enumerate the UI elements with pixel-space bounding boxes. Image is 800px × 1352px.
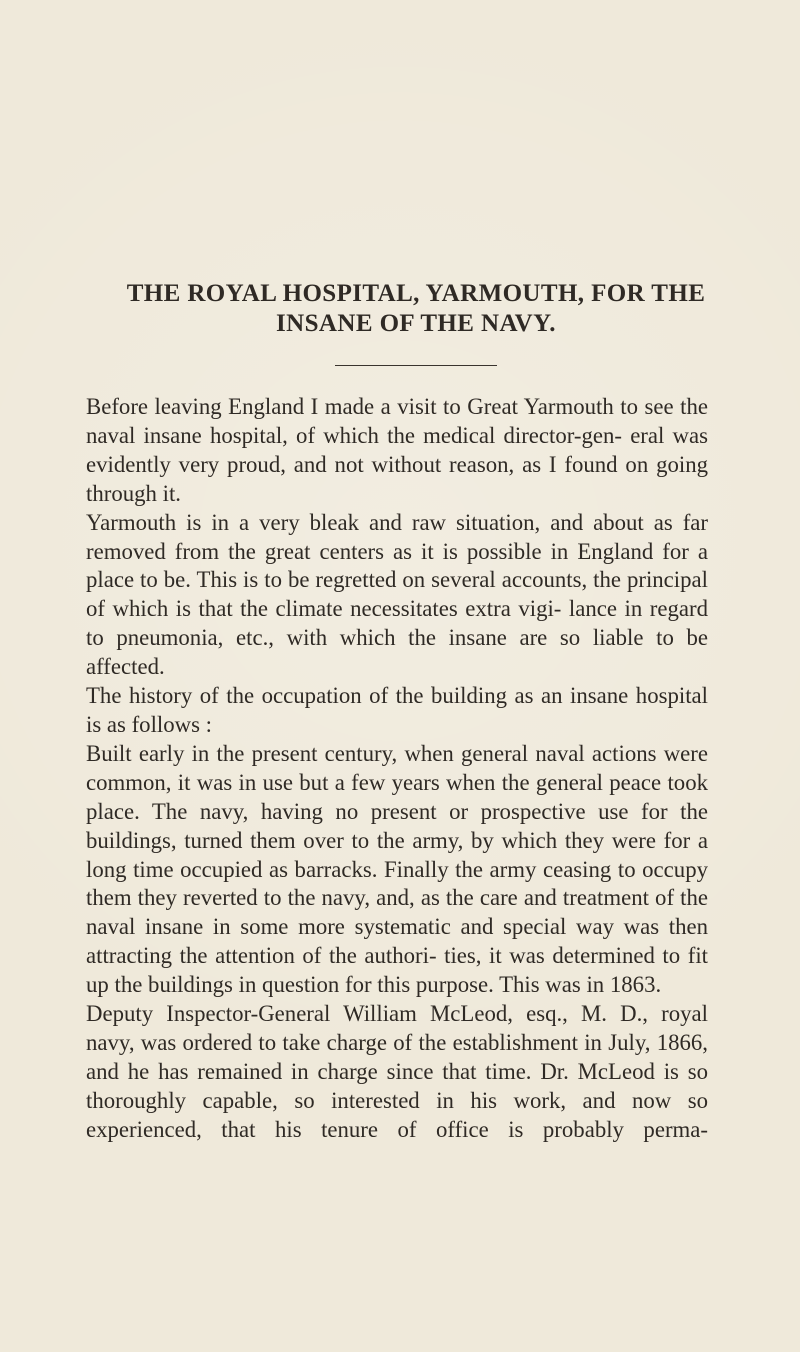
paragraph-1: Before leaving England I made a visit to Great Yarmouth to see the naval insane hospital, of which the medical director-gen- eral was evidently very proud, and not without reason, as I found on going through it. xyxy=(86,394,708,506)
paragraph-4: Built early in the present century, when general naval actions were common, it was in use but a few years when the general peace took place. The navy, having no present or prospective use for the buildings, turned them over to the army, by which they were for a long time occupied as barracks. Finally the army ceasing to occupy them they reverted to the navy, and, as the care and treatment of the naval insane in some more systematic and special way was then attracting the attention of the authori- ties, it was determined to fit up the buildings in question for this purpose. This was in 1863. xyxy=(86,740,708,998)
paragraph-3: The history of the occupation of the building as an insane hospital is as follows : xyxy=(86,683,708,737)
paragraph-5: Deputy Inspector-General William McLeod, esq., M. D., royal navy, was ordered to take charge of the establishment in July, 1866, and he has remained in charge since that time. Dr. McLeod is so thoroughly capable, so interested in his work, and now so experienced, that his tenure of office is probably perma- xyxy=(86,1001,708,1142)
chapter-title-line-2: INSANE OF THE NAVY. xyxy=(276,309,556,337)
chapter-title xyxy=(86,279,746,339)
body-text xyxy=(86,393,708,1145)
paragraph-2: Yarmouth is in a very bleak and raw situation, and about as far removed from the great centers as it is possible in England for a place to be. This is to be regretted on several accounts, the principal of which is that the climate necessitates extra vigi- lance in regard to pneumonia, etc., with which the insane are so liable to be affected. xyxy=(86,509,708,680)
chapter-title-line-1: THE ROYAL HOSPITAL, YARMOUTH, FOR THE xyxy=(126,279,706,307)
title-divider xyxy=(335,365,497,366)
